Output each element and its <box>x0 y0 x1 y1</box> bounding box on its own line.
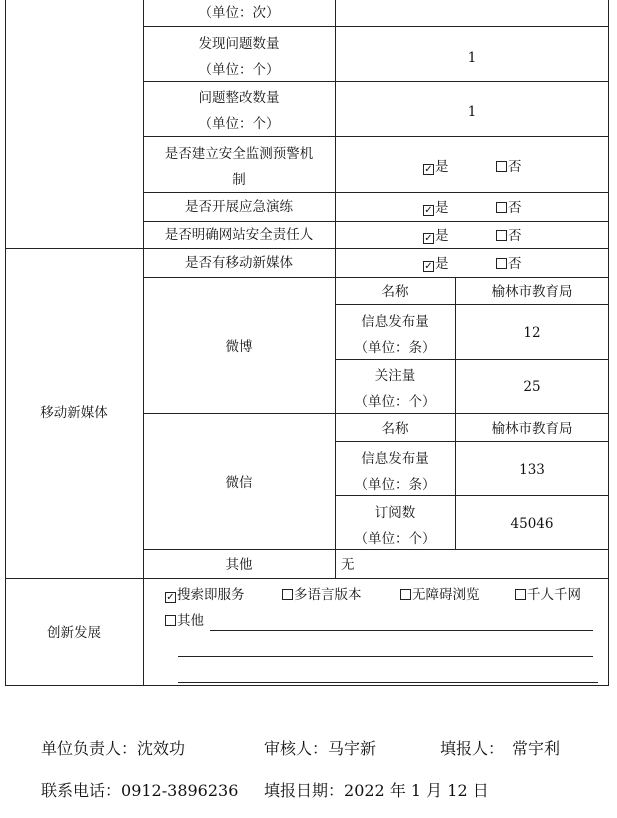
innovation-section-label: 创新发展 <box>47 625 101 641</box>
option-other[interactable]: 其他 <box>165 615 204 629</box>
wechat-name-label: 名称 <box>381 421 409 437</box>
checkbox-checked-icon: ✓ <box>166 592 175 603</box>
security-warning-no[interactable]: 否 <box>496 161 522 175</box>
wechat-posts-value: 133 <box>519 462 545 478</box>
checkbox-checked-icon: ✓ <box>424 233 433 244</box>
wechat-posts-label: 信息发布量 （单位：条） <box>354 451 436 493</box>
checkbox-icon <box>165 615 176 626</box>
issues-found-value: 1 <box>467 50 477 66</box>
issues-fixed-label: 问题整改数量 （单位：个） <box>198 90 280 132</box>
has-media-yes[interactable]: ✓ 是 <box>424 256 449 272</box>
weibo-label: 微博 <box>225 339 253 355</box>
option-personalized[interactable]: 千人千网 <box>515 589 581 603</box>
weibo-followers-value: 25 <box>523 379 541 395</box>
footer-phone: 联系电话：0912-3896236 <box>41 781 239 800</box>
checkbox-checked-icon: ✓ <box>424 164 433 175</box>
checkbox-checked-icon: ✓ <box>424 205 433 216</box>
footer-reviewer: 审核人：马宇新 <box>264 739 377 758</box>
has-media-no[interactable]: 否 <box>496 258 522 272</box>
responsible-person-label: 是否明确网站安全责任人 <box>164 227 314 243</box>
checkbox-icon <box>282 589 293 600</box>
emergency-drill-yes[interactable]: ✓ 是 <box>424 200 449 216</box>
checkbox-checked-icon: ✓ <box>424 261 433 272</box>
weibo-posts-value: 12 <box>523 325 541 341</box>
other-value: 无 <box>341 557 355 573</box>
emergency-drill-no[interactable]: 否 <box>496 202 522 216</box>
weibo-name-label: 名称 <box>381 284 409 300</box>
responsible-person-yes[interactable]: ✓ 是 <box>424 228 449 244</box>
weibo-followers-label: 关注量 （单位：个） <box>354 368 436 410</box>
checkbox-icon <box>400 589 411 600</box>
checkbox-icon <box>515 589 526 600</box>
check-times-unit: （单位：次） <box>198 5 280 21</box>
responsible-person-no[interactable]: 否 <box>496 230 522 244</box>
checkbox-icon <box>496 258 507 269</box>
mobile-media-section-label: 移动新媒体 <box>40 405 108 421</box>
wechat-subs-value: 45046 <box>510 516 554 532</box>
option-multilingual[interactable]: 多语言版本 <box>282 589 362 603</box>
issues-fixed-value: 1 <box>467 104 477 120</box>
option-search-as-service[interactable]: ✓ 搜索即服务 <box>166 587 245 603</box>
wechat-label: 微信 <box>225 475 253 491</box>
fill-line-2 <box>178 656 593 657</box>
emergency-drill-label: 是否开展应急演练 <box>185 199 293 215</box>
footer-date: 填报日期：2022 年 1 月 12 日 <box>264 781 489 800</box>
fill-line-3 <box>178 682 598 683</box>
weibo-posts-label: 信息发布量 （单位：条） <box>354 314 436 356</box>
issues-found-label: 发现问题数量 （单位：个） <box>198 36 280 78</box>
footer-filler: 填报人： 常宇利 <box>440 739 561 758</box>
security-warning-label: 是否建立安全监测预警机 制 <box>164 146 314 188</box>
other-label: 其他 <box>225 557 253 573</box>
has-media-label: 是否有移动新媒体 <box>185 255 293 271</box>
wechat-subs-label: 订阅数 （单位：个） <box>354 505 436 547</box>
wechat-name-value: 榆林市教育局 <box>491 421 573 437</box>
other-fill-line <box>210 630 593 631</box>
checkbox-icon <box>496 230 507 241</box>
footer-head: 单位负责人：沈效功 <box>41 739 186 758</box>
checkbox-icon <box>496 161 507 172</box>
weibo-name-value: 榆林市教育局 <box>491 284 573 300</box>
security-warning-yes[interactable]: ✓ 是 <box>424 159 449 175</box>
option-accessibility[interactable]: 无障碍浏览 <box>400 589 480 603</box>
checkbox-icon <box>496 202 507 213</box>
